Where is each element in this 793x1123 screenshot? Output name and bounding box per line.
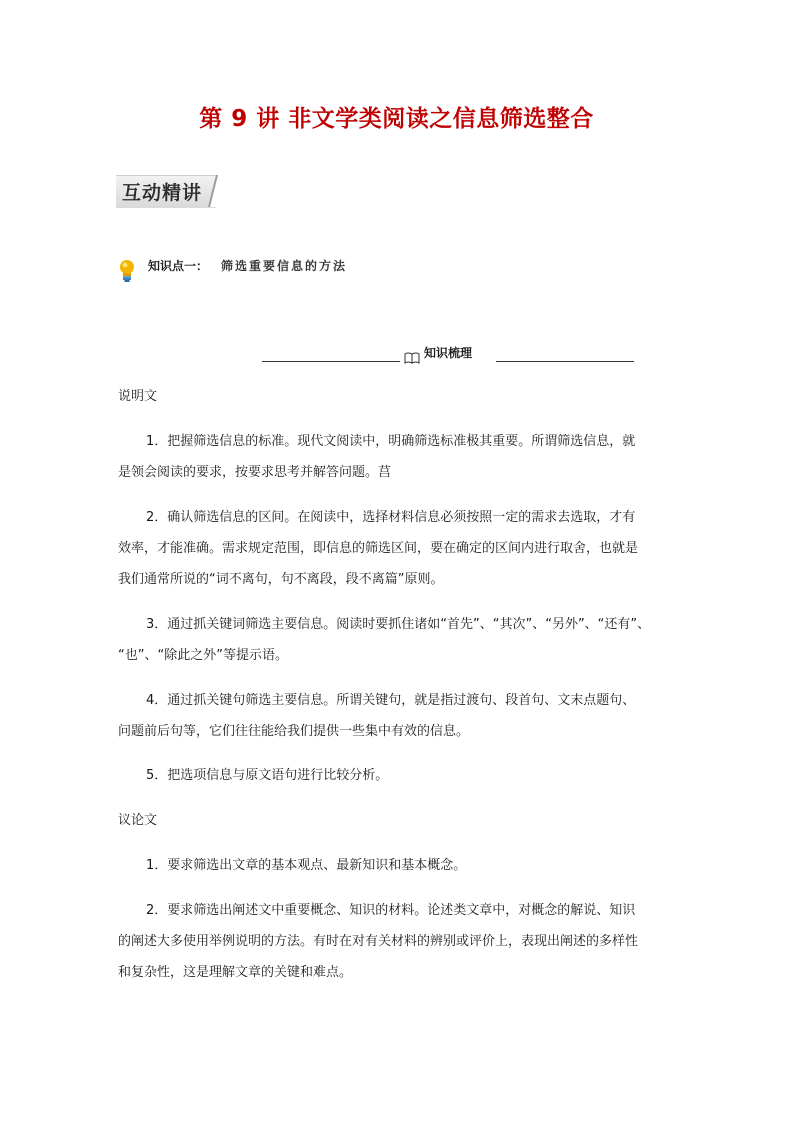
open-book-icon xyxy=(404,352,420,364)
paragraph-line: 问题前后句等，它们往往能给我们提供一些集中有效的信息。 xyxy=(118,724,470,739)
section-heading: 说明文 xyxy=(118,389,158,404)
paragraph-line: 5．把选项信息与原文语句进行比较分析。 xyxy=(146,768,389,783)
paragraph-line: 和复杂性，这是理解文章的关键和难点。 xyxy=(118,965,353,980)
knowledge-point-text: 筛选重要信息的方法 xyxy=(221,259,348,273)
page-title: 第 9 讲 非文学类阅读之信息筛选整合 xyxy=(199,106,594,132)
paragraph-line: 1．把握筛选信息的标准。现代文阅读中，明确筛选标准极其重要。所谓筛选信息，就 xyxy=(146,434,636,449)
divider-label: 知识梳理 xyxy=(424,346,473,360)
knowledge-point-heading xyxy=(118,255,518,285)
paragraph-line: 是领会阅读的要求，按要求思考并解答问题。莒 xyxy=(118,465,392,480)
paragraph-line: 1．要求筛选出文章的基本观点、最新知识和基本概念。 xyxy=(146,858,467,873)
section-heading: 议论文 xyxy=(118,813,158,828)
knowledge-review-divider xyxy=(262,343,634,363)
divider-line-right xyxy=(496,361,634,362)
paragraph-line: 的阐述大多使用举例说明的方法。有时在对有关材料的辨别或评价上，表现出阐述的多样性 xyxy=(118,934,639,949)
paragraph-line: “也”、“除此之外”等提示语。 xyxy=(118,648,288,663)
paragraph-line: 4．通过抓关键句筛选主要信息。所谓关键句，就是指过渡句、段首句、文末点题句、 xyxy=(146,693,636,708)
paragraph-line: 效率，才能准确。需求规定范围，即信息的筛选区间，要在确定的区间内进行取舍，也就是 xyxy=(118,541,639,556)
paragraph-line: 我们通常所说的“词不离句，句不离段，段不离篇”原则。 xyxy=(118,572,444,587)
paragraph-line: 3．通过抓关键词筛选主要信息。阅读时要抓住诸如“首先”、“其次”、“另外”、“还有”、 xyxy=(146,617,651,632)
section-banner-label: 互动精讲 xyxy=(122,182,203,204)
divider-line-left xyxy=(262,361,400,362)
section-banner xyxy=(116,175,224,207)
paragraph-line: 2．确认筛选信息的区间。在阅读中，选择材料信息必须按照一定的需求去选取，才有 xyxy=(146,510,636,525)
paragraph-line: 2．要求筛选出阐述文中重要概念、知识的材料。论述类文章中，对概念的解说、知识 xyxy=(146,903,636,918)
knowledge-point-label: 知识点一： xyxy=(148,259,209,273)
lightbulb-icon xyxy=(118,259,136,285)
